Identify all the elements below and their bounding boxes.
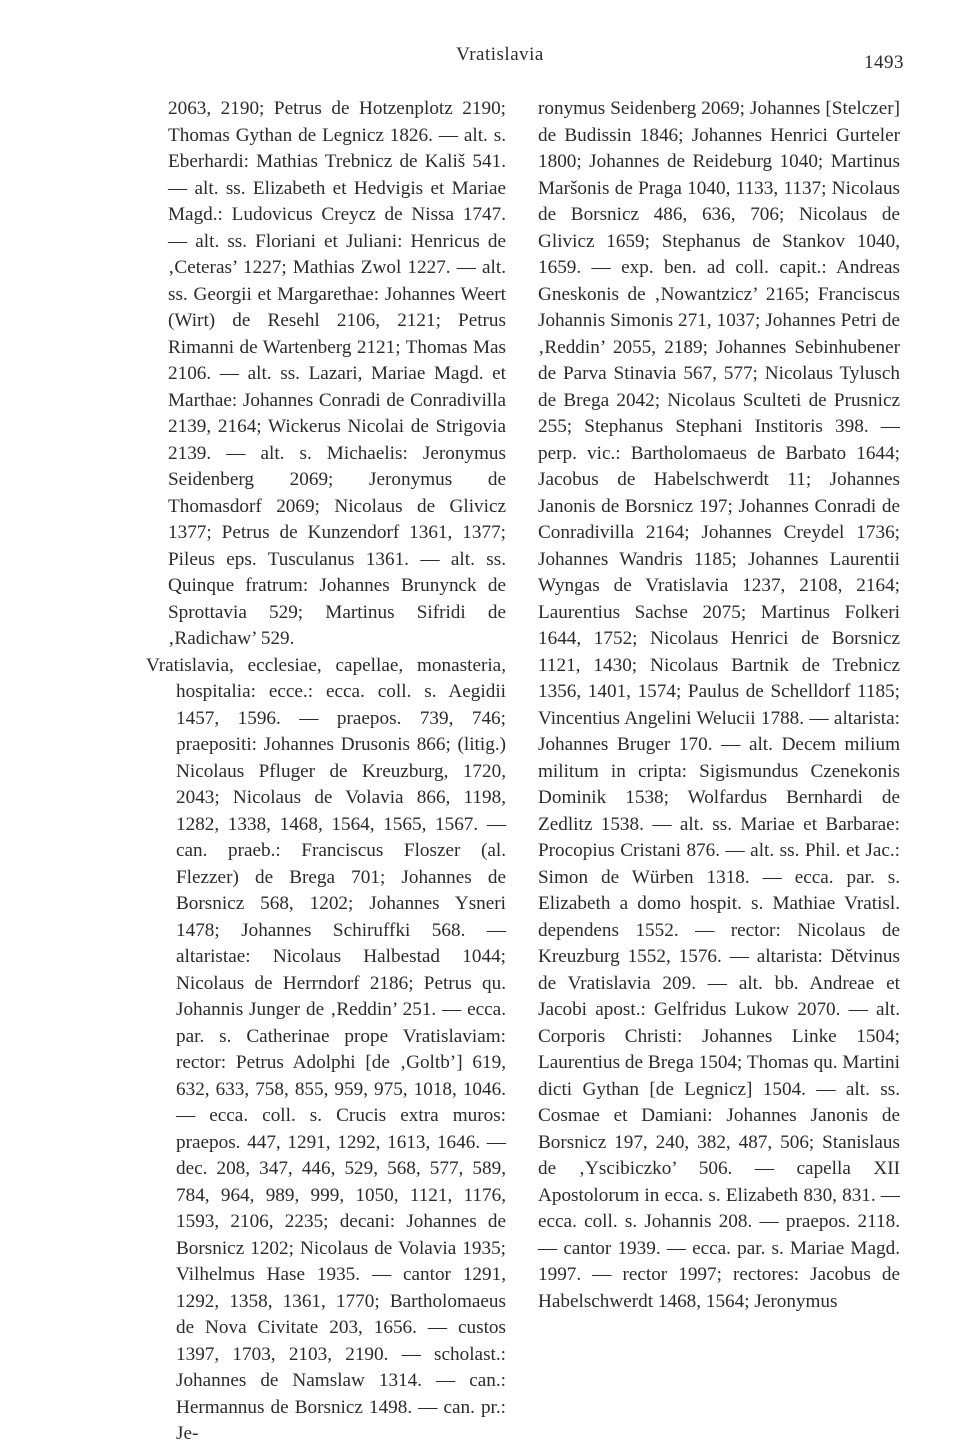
page-number: 1493 <box>864 52 904 73</box>
right-column <box>538 96 900 1326</box>
right-column-paragraph-1: ronymus Seidenberg 2069; Johannes [Stelczer] de Budissin 1846; Johannes Henrici Gurteler 1800; Johannes de Reideburg 1040; Martinus Maršonis de Praga 1040, 1133, 1137; Nicolaus de Borsnicz 486, 636, 706; Nicolaus de Glivicz 1659; Stephanus de Stankov 1040, 1659. — exp. ben. ad coll. capit.: Andreas Gneskonis de ‚Nowantzicz’ 2165; Franciscus Johannis Simonis 271, 1037; Johannes Petri de ‚Reddin’ 2055, 2189; Johannes Sebinhubener de Parva Stinavia 567, 577; Nicolaus Tylusch de Brega 2042; Nicolaus Sculteti de Prusnicz 255; Stephanus Stephani Institoris 398. — perp. vic.: Bartholomaeus de Barbato 1644; Jacobus de Habelschwerdt 11; Johannes Janonis de Borsnicz 197; Johannes Conradi de Conradivilla 2164; Johannes Creydel 1736; Johannes Wandris 1185; Johannes Laurentii Wyngas de Vratislavia 1237, 2108, 2164; Laurentius Sachse 2075; Martinus Folkeri 1644, 1752; Nicolaus Henrici de Borsnicz 1121, 1430; Nicolaus Bartnik de Trebnicz 1356, 1401, 1574; Paulus de Schelldorf 1185; Vincentius Angelini Welucii 1788. — altarista: Johannes Bruger 170. — alt. Decem milium militum in cripta: Sigismundus Czenekonis Dominik 1538; Wolfardus Bernhardi de Zedlitz 1538. — alt. ss. Mariae et Barbarae: Procopius Cristani 876. — alt. ss. Phil. et Jac.: Simon de Würben 1318. — ecca. par. s. Elizabeth a domo hospit. s. Mathiae Vratisl. dependens 1552. — rector: Nicolaus de Kreuzburg 1552, 1576. — altarista: Dětvinus de Vratislavia 209. — alt. bb. Andreae et Jacobi apost.: Gelfridus Lukow 2070. — alt. Corporis Christi: Johannes Linke 1504; Laurentius de Brega 1504; Thomas qu. Martini dicti Gythan [de Legnicz] 1504. — alt. ss. Cosmae et Damiani: Johannes Janonis de Borsnicz 197, 240, 382, 487, 506; Stanislaus de ‚Yscibiczko’ 506. — capella XII Apostolorum in ecca. s. Elizabeth 830, 831. — ecca. coll. s. Johannis 208. — praepos. 2118. — cantor 1939. — ecca. par. s. Mariae Magd. 1997. — rector 1997; rectores: Jacobus de Habelschwerdt 1468, 1564; Jeronymus <box>538 98 900 1312</box>
left-column-paragraph-2: Vratislavia, ecclesiae, capellae, monasteria, hospitalia: ecce.: ecca. coll. s. Aegidii 1457, 1596. — praepos. 739, 746; praepositi: Johannes Drusonis 866; (litig.) Nicolaus Pfluger de Kreuzburg, 1720, 2043; Nicolaus de Volavia 866, 1198, 1282, 1338, 1468, 1564, 1565, 1567. — can. praeb.: Franciscus Floszer (al. Flezzer) de Brega 701; Johannes de Borsnicz 568, 1202; Johannes Ysneri 1478; Johannes Schiruffki 568. — altaristae: Nicolaus Halbestad 1044; Nicolaus de Herrndorf 2186; Petrus qu. Johannis Junger de ‚Reddin’ 251. — ecca. par. s. Catherinae prope Vratislaviam: rector: Petrus Adolphi [de ‚Goltb’] 619, 632, 633, 758, 855, 959, 975, 1018, 1046. — ecca. coll. s. Crucis extra muros: praepos. 447, 1291, 1292, 1613, 1646. — dec. 208, 347, 446, 529, 568, 577, 589, 784, 964, 989, 999, 1050, 1121, 1176, 1593, 2106, 2235; decani: Johannes de Borsnicz 1202; Nicolaus de Volavia 1935; Vilhelmus Hase 1935. — cantor 1291, 1292, 1358, 1361, 1770; Bartholomaeus de Nova Civitate 203, 1656. — custos 1397, 1703, 2103, 2190. — scholast.: Johannes de Namslaw 1314. — can.: Hermannus de Borsnicz 1498. — can. pr.: Je- <box>146 654 506 1444</box>
left-column-paragraph-1: 2063, 2190; Petrus de Hotzenplotz 2190; Thomas Gythan de Legnicz 1826. — alt. s. Eberhardi: Mathias Trebnicz de Kališ 541. — alt. ss. Elizabeth et Hedvigis et Mariae Magd.: Ludovicus Creycz de Nissa 1747. — alt. ss. Floriani et Juliani: Henricus de ‚Ceteras’ 1227; Mathias Zwol 1227. — alt. ss. Georgii et Margarethae: Johannes Weert (Wirt) de Resehl 2106, 2121; Petrus Rimanni de Wartenberg 2121; Thomas Mas 2106. — alt. ss. Lazari, Mariae Magd. et Marthae: Johannes Conradi de Conradivilla 2139, 2164; Wickerus Nicolai de Strigovia 2139. — alt. s. Michaelis: Jeronymus Seidenberg 2069; Jeronymus de Thomasdorf 2069; Nicolaus de Glivicz 1377; Petrus de Kunzendorf 1361, 1377; Pileus eps. Tusculanus 1361. — alt. ss. Quinque fratrum: Johannes Brunynck de Sprottavia 529; Martinus Sifridi de ‚Radichaw’ 529. <box>168 98 506 649</box>
running-head: Vratislavia <box>456 44 544 65</box>
left-column <box>146 96 506 1444</box>
